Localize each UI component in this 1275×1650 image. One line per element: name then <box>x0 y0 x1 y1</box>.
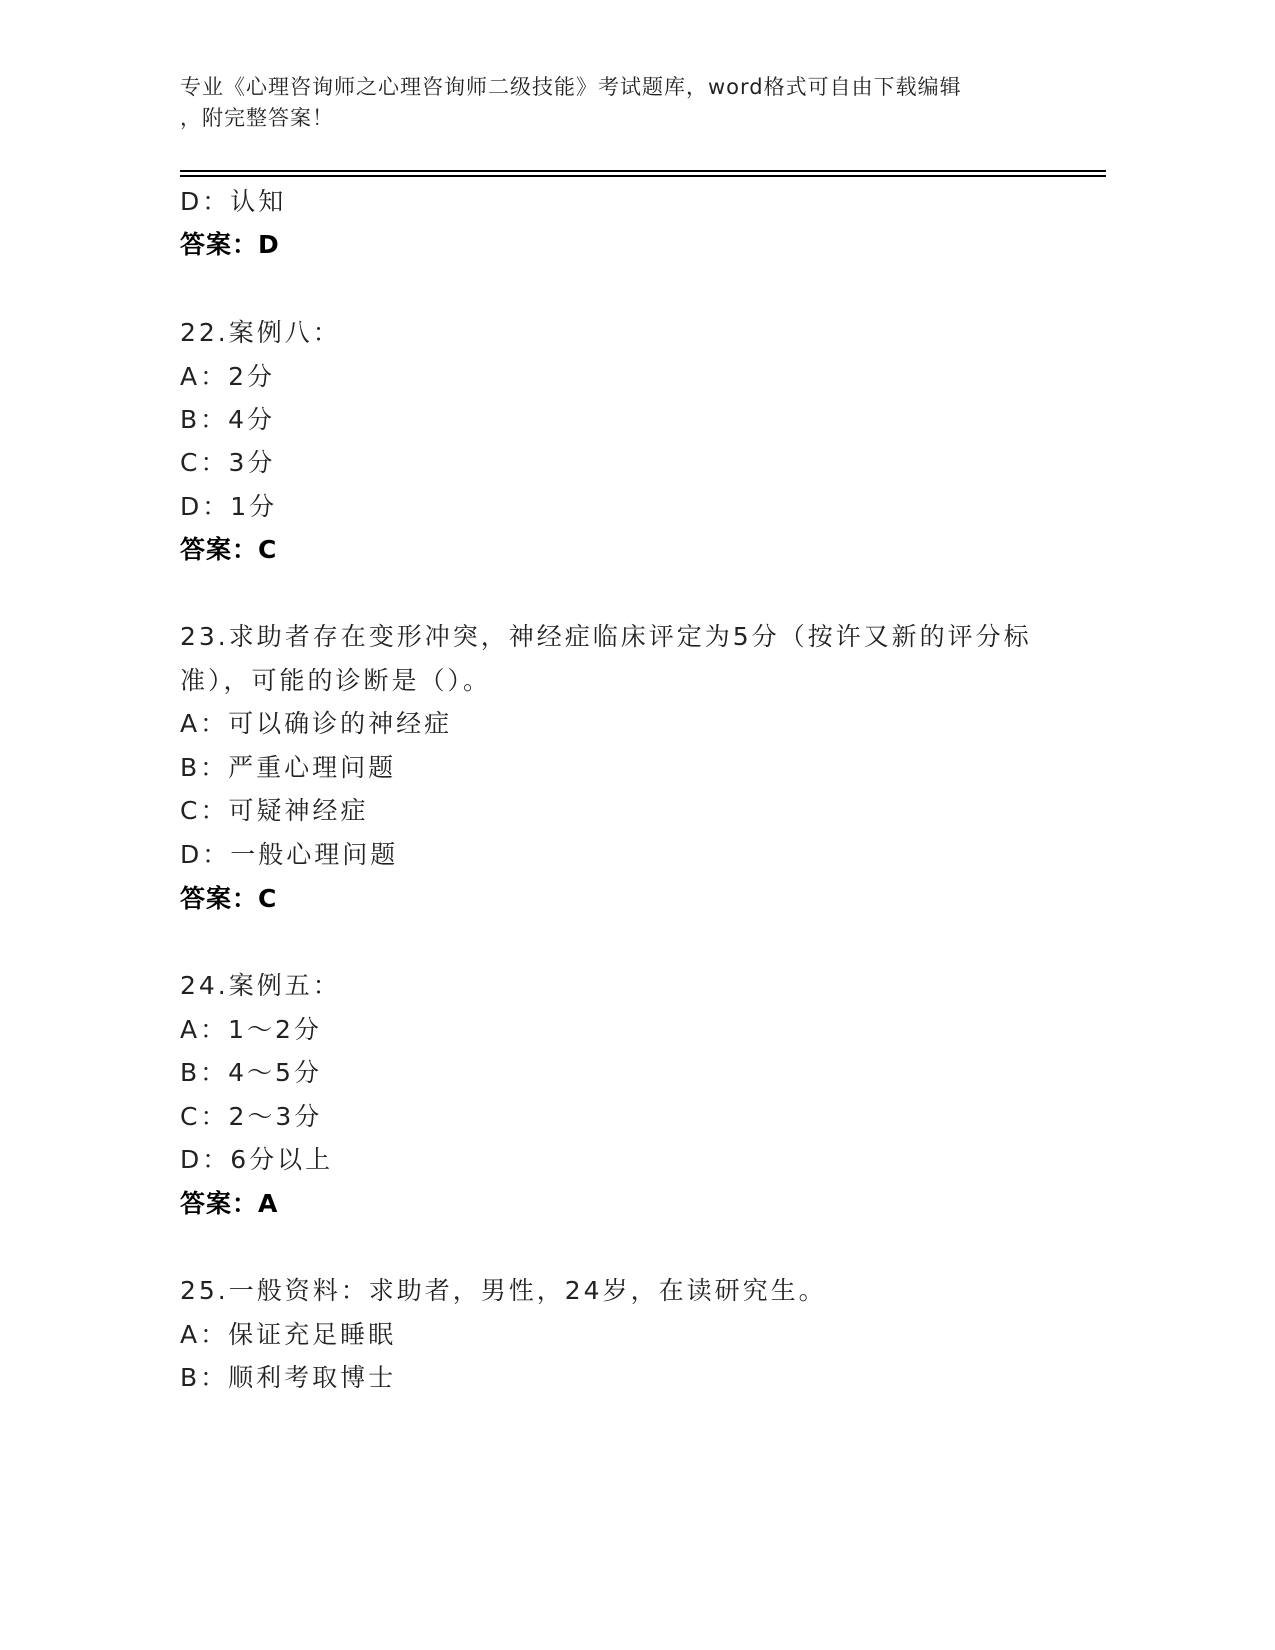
question-text: 22.案例八： <box>180 318 341 347</box>
option-line: D：认知 <box>180 187 287 216</box>
option-line: B：4～5分 <box>180 1058 322 1087</box>
option-line: A：1～2分 <box>180 1015 322 1044</box>
option-line: D：一般心理问题 <box>180 840 399 869</box>
document-header-line-2: ，附完整答案！ <box>180 106 334 130</box>
header-divider-top <box>180 170 1106 172</box>
option-line: A：可以确诊的神经症 <box>180 709 453 738</box>
option-line: B：严重心理问题 <box>180 753 397 782</box>
question-text: 23.求助者存在变形冲突，神经症临床评定为5分（按许又新的评分标 <box>180 622 1032 651</box>
option-line: A：2分 <box>180 362 276 391</box>
question-text: 准），可能的诊断是（）。 <box>180 666 492 695</box>
document-header-line-1: 专业《心理咨询师之心理咨询师二级技能》考试题库，word格式可自由下载编辑 <box>180 75 962 99</box>
answer-line: 答案：A <box>180 1189 279 1218</box>
question-text: 25.一般资料：求助者，男性，24岁，在读研究生。 <box>180 1276 827 1305</box>
question-text: 24.案例五： <box>180 971 341 1000</box>
answer-line: 答案：D <box>180 230 280 259</box>
option-line: D：1分 <box>180 492 278 521</box>
option-line: B：4分 <box>180 405 276 434</box>
answer-line: 答案：C <box>180 884 278 913</box>
option-line: C：3分 <box>180 448 276 477</box>
header-divider-bottom <box>180 175 1106 177</box>
answer-line: 答案：C <box>180 535 278 564</box>
option-line: C：可疑神经症 <box>180 796 369 825</box>
option-line: D：6分以上 <box>180 1145 334 1174</box>
option-line: A：保证充足睡眠 <box>180 1320 397 1349</box>
option-line: B：顺利考取博士 <box>180 1363 397 1392</box>
option-line: C：2～3分 <box>180 1102 323 1131</box>
